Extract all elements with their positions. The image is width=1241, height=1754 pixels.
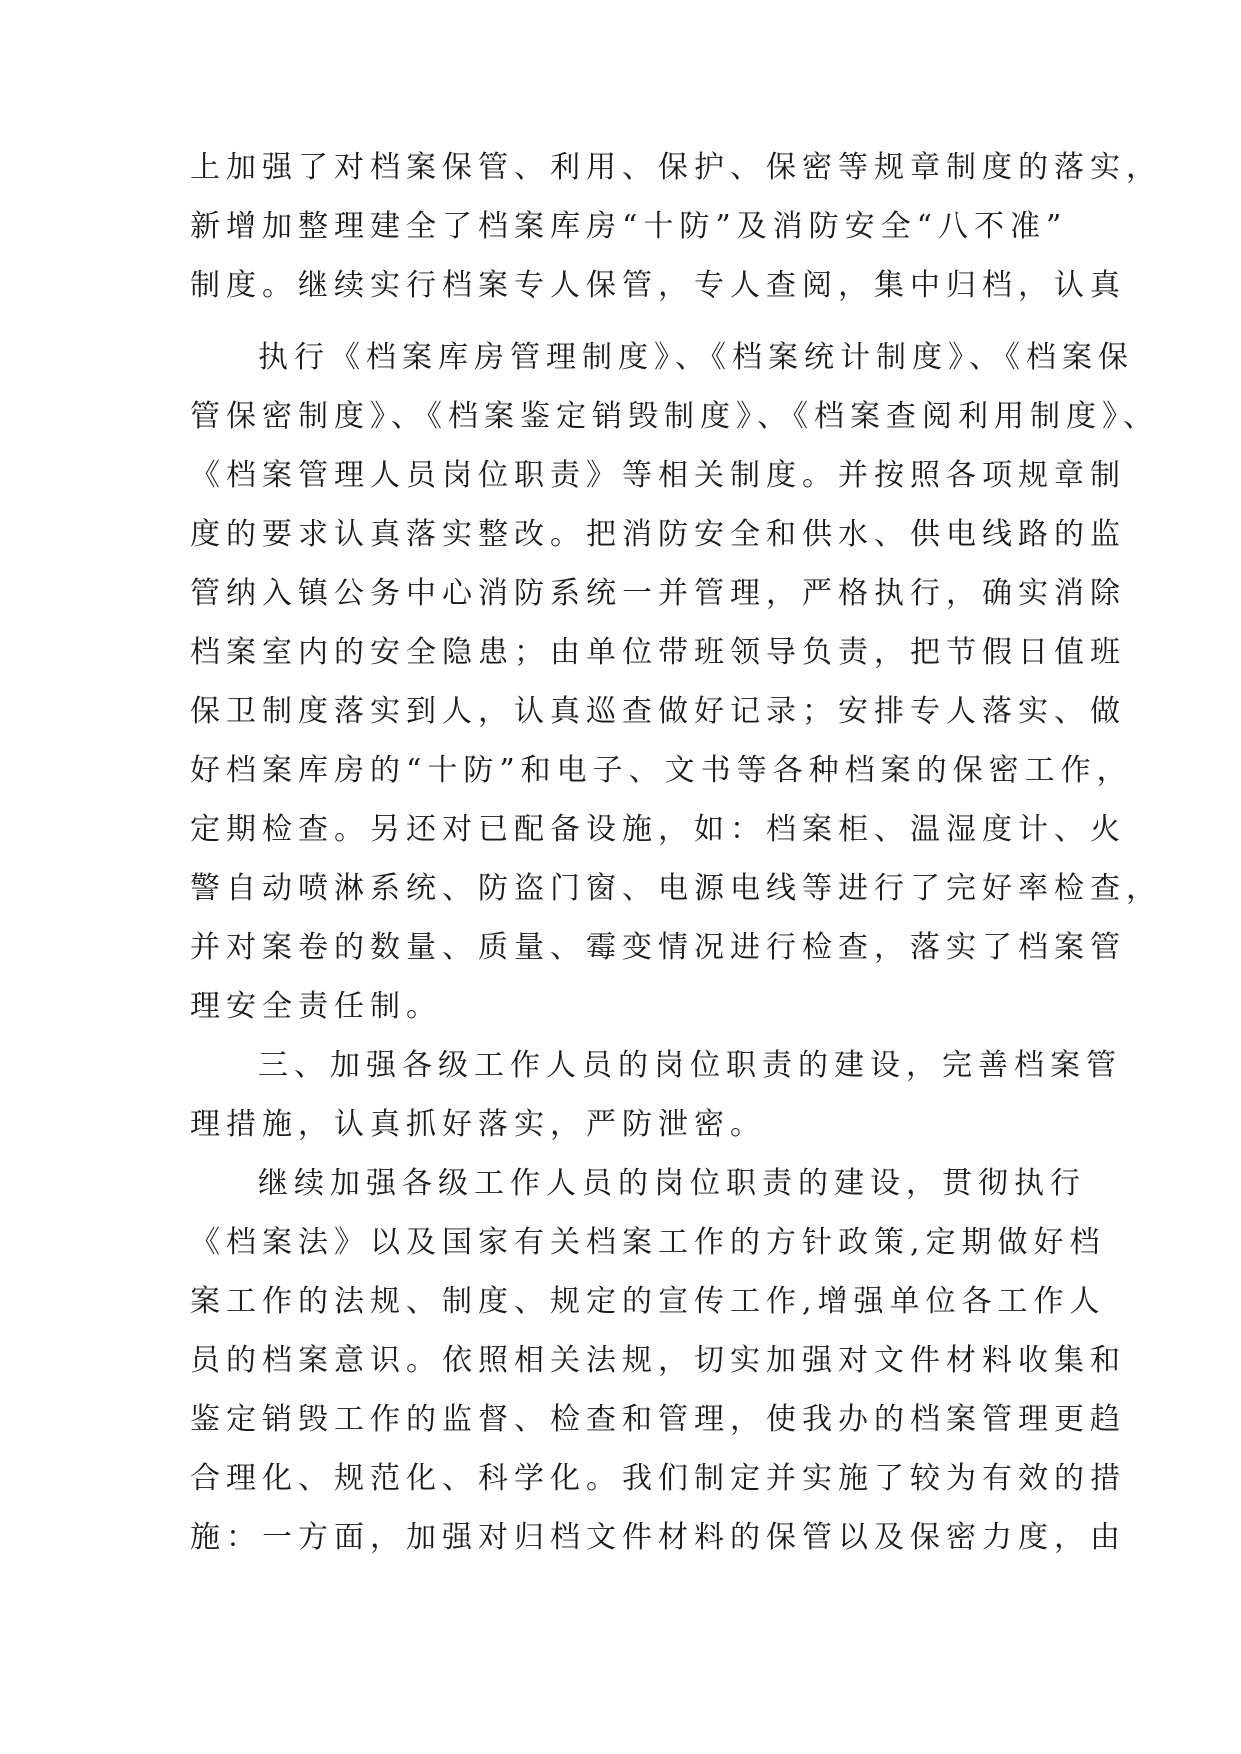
text-line: 《档案管理人员岗位职责》等相关制度。并按照各项规章制: [190, 458, 1126, 493]
text-line: 警自动喷淋系统、防盗门窗、电源电线等进行了完好率检查，: [190, 871, 1162, 906]
text-line: 好档案库房的“十防”和电子、文书等各种档案的保密工作，: [190, 753, 1133, 788]
text-line: 管保密制度》、《档案鉴定销毁制度》、《档案查阅利用制度》、: [190, 399, 1159, 434]
section-heading-line: 三、加强各级工作人员的岗位职责的建设，完善档案管: [258, 1048, 1122, 1083]
text-line: 新增加整理建全了档案库房“十防”及消防安全“八不准”: [190, 209, 1068, 244]
text-line: 上加强了对档案保管、利用、保护、保密等规章制度的落实，: [190, 150, 1162, 185]
paragraph-first-line: 执行《档案库房管理制度》、《档案统计制度》、《档案保: [258, 340, 1134, 375]
text-line: 制度。继续实行档案专人保管，专人查阅，集中归档，认真: [190, 268, 1126, 303]
text-line: 档案室内的安全隐患；由单位带班领导负责，把节假日值班: [190, 635, 1126, 670]
text-line: 并对案卷的数量、质量、霉变情况进行检查，落实了档案管: [190, 930, 1126, 965]
text-line: 度的要求认真落实整改。把消防安全和供水、供电线路的监: [190, 517, 1126, 552]
text-line: 鉴定销毁工作的监督、检查和管理，使我办的档案管理更趋: [190, 1402, 1126, 1437]
text-line: 定期检查。另还对已配备设施，如：档案柜、温湿度计、火: [190, 812, 1126, 847]
text-line: 理安全责任制。: [190, 989, 442, 1024]
paragraph-first-line: 继续加强各级工作人员的岗位职责的建设，贯彻执行: [258, 1166, 1086, 1201]
text-line: 施：一方面，加强对归档文件材料的保管以及保密力度，由: [190, 1520, 1126, 1555]
text-line: 案工作的法规、制度、规定的宣传工作,增强单位各工作人: [190, 1284, 1106, 1319]
text-line: 员的档案意识。依照相关法规，切实加强对文件材料收集和: [190, 1343, 1126, 1378]
text-line: 《档案法》以及国家有关档案工作的方针政策,定期做好档: [190, 1225, 1106, 1260]
text-line: 合理化、规范化、科学化。我们制定并实施了较为有效的措: [190, 1461, 1126, 1496]
text-line: 保卫制度落实到人，认真巡查做好记录；安排专人落实、做: [190, 694, 1126, 729]
text-line: 管纳入镇公务中心消防系统一并管理，严格执行，确实消除: [190, 576, 1126, 611]
section-heading-line: 理措施，认真抓好落实，严防泄密。: [190, 1107, 766, 1142]
